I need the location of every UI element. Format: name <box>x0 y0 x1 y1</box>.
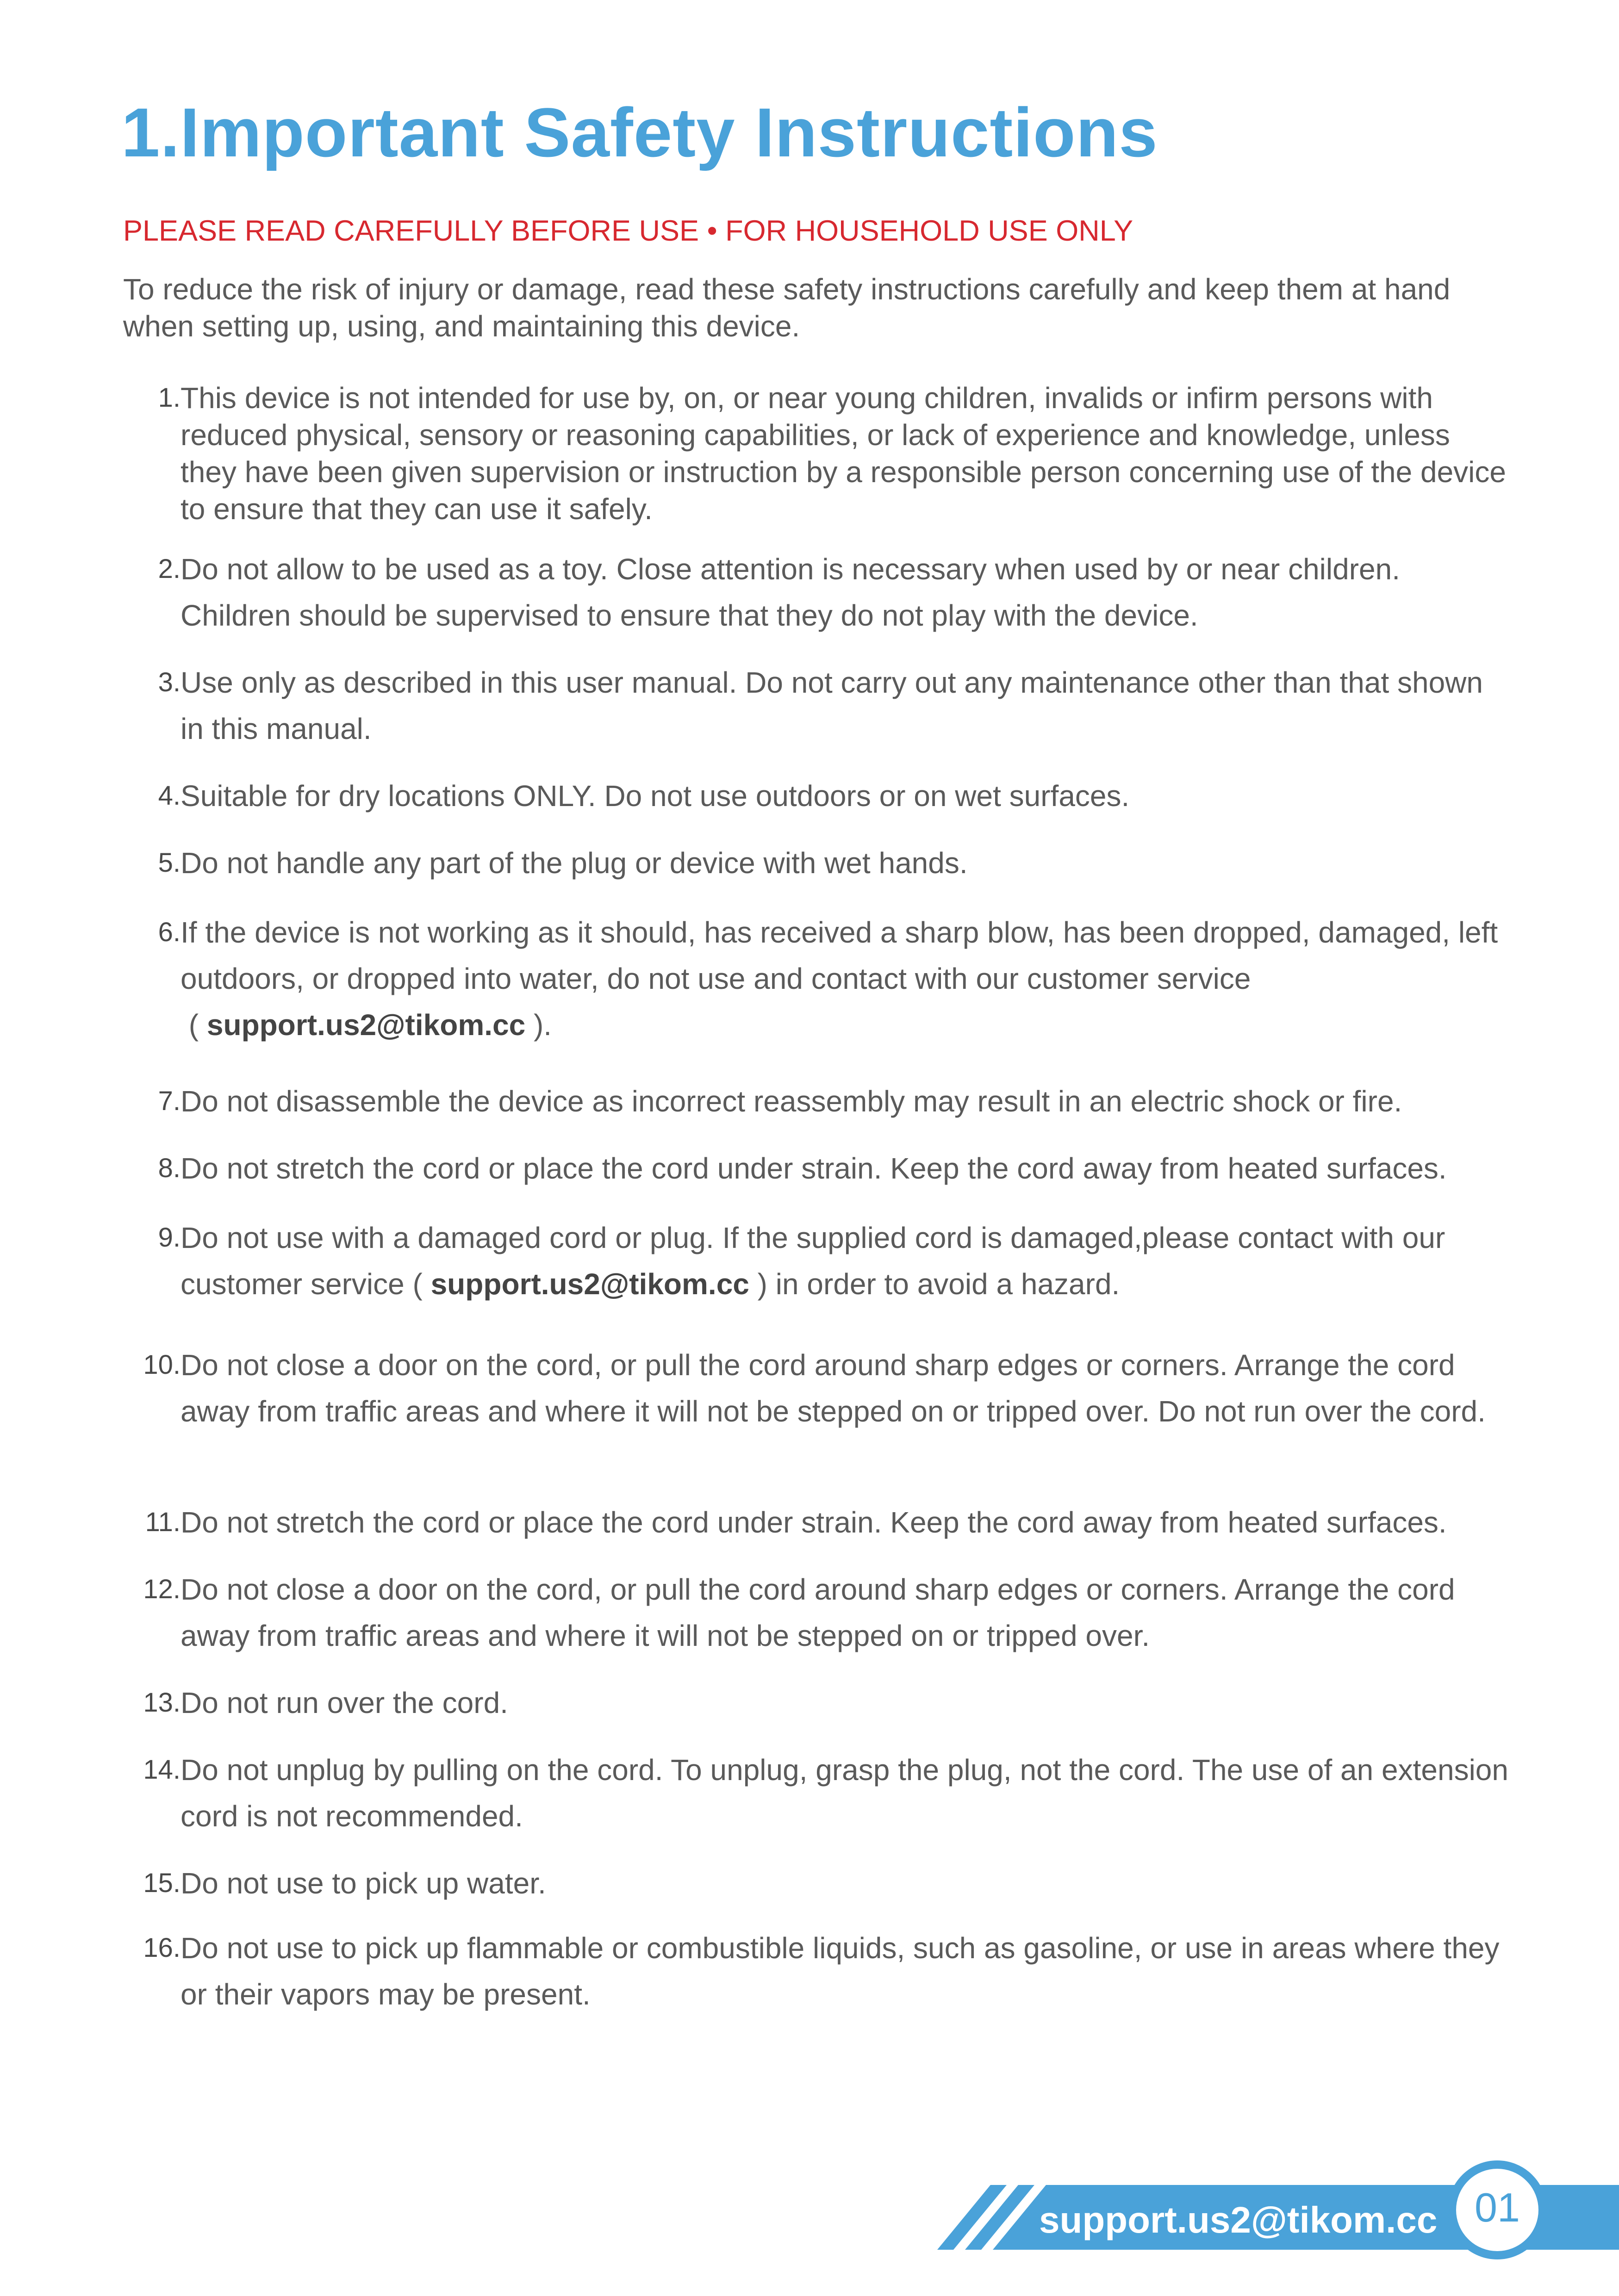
item-number: 15. <box>143 1868 181 1898</box>
item-number: 5. <box>158 848 181 878</box>
footer-support-email[interactable]: support.us2@tikom.cc <box>1039 2199 1438 2240</box>
item-number: 4. <box>158 781 181 811</box>
item-text: Do not run over the cord. <box>181 1686 508 1719</box>
item-number: 8. <box>158 1153 181 1183</box>
item-text: Do not use to pick up flammable or combustible liquids, such as gasoline, or use in areas where they or their vapors may be present. <box>181 1931 1500 2011</box>
item-text: Do not disassemble the device as incorrect reassembly may result in an electric shock or fire. <box>181 1085 1402 1118</box>
page-number: 01 <box>1475 2184 1520 2230</box>
item-number: 9. <box>158 1222 181 1253</box>
item-text: Suitable for dry locations ONLY. Do not use outdoors or on wet surfaces. <box>181 779 1130 813</box>
item-text: Do not close a door on the cord, or pull the cord around sharp edges or corners. Arrange the cord away from traffic areas and where it will not be stepped on or tripped over. <box>181 1573 1455 1652</box>
paren-close: ). <box>525 1008 552 1042</box>
page-title: 1.Important Safety Instructions <box>121 93 1158 171</box>
item-number: 10. <box>143 1350 181 1380</box>
item-text: This device is not intended for use by, on, or near young children, invalids or infirm persons with reduced physical, sensory or reasoning capabilities, or lack of experience and knowledge, unless they have been given supervision or instruction by a responsible person concerning use of the device to ensure that they can use it safely. <box>181 381 1506 526</box>
item-text: Do not stretch the cord or place the cord under strain. Keep the cord away from heated surfaces. <box>181 1152 1447 1185</box>
item-text: Do not use with a damaged cord or plug. If the supplied cord is damaged,please contact with our customer service ( <box>181 1221 1445 1301</box>
item-text: Do not unplug by pulling on the cord. To unplug, grasp the plug, not the cord. The use of an extension cord is not recommended. <box>181 1753 1508 1833</box>
item-text: Do not use to pick up water. <box>181 1867 546 1900</box>
intro-paragraph: To reduce the risk of injury or damage, read these safety instructions carefully and keep them at hand when setting up, using, and maintaining this device. <box>123 273 1451 343</box>
item-number: 7. <box>158 1086 181 1116</box>
item-number: 3. <box>158 667 181 697</box>
warning-subtitle: PLEASE READ CAREFULLY BEFORE USE • FOR HOUSEHOLD USE ONLY <box>123 215 1133 247</box>
item-number: 14. <box>143 1755 181 1785</box>
paren-open: ( <box>181 1008 207 1042</box>
support-email-link[interactable]: support.us2@tikom.cc <box>206 1008 526 1042</box>
item-number: 13. <box>143 1688 181 1718</box>
item-number: 11. <box>145 1507 181 1537</box>
item-number: 1. <box>158 383 181 413</box>
item-text: If the device is not working as it should, has received a sharp blow, has been dropped, damaged, left outdoors, or dropped into water, do not use and contact with our customer service <box>181 916 1498 995</box>
item-text-end: ) in order to avoid a hazard. <box>749 1267 1120 1301</box>
item-number: 12. <box>143 1574 181 1604</box>
item-text: Do not handle any part of the plug or device with wet hands. <box>181 846 968 880</box>
item-text: Do not close a door on the cord, or pull the cord around sharp edges or corners. Arrange the cord away from traffic areas and where it will not be stepped on or tripped over. Do not run over the cord. <box>181 1348 1486 1428</box>
support-email-link[interactable]: support.us2@tikom.cc <box>430 1267 749 1301</box>
item-number: 2. <box>158 554 181 584</box>
item-number: 6. <box>158 917 181 947</box>
item-number: 16. <box>143 1933 181 1963</box>
item-text: Use only as described in this user manual. Do not carry out any maintenance other than that shown in this manual. <box>181 666 1483 745</box>
item-text: Do not stretch the cord or place the cord under strain. Keep the cord away from heated surfaces. <box>181 1506 1447 1539</box>
item-text: Do not allow to be used as a toy. Close attention is necessary when used by or near children. Children should be supervised to ensure that they do not play with the device. <box>181 552 1400 632</box>
